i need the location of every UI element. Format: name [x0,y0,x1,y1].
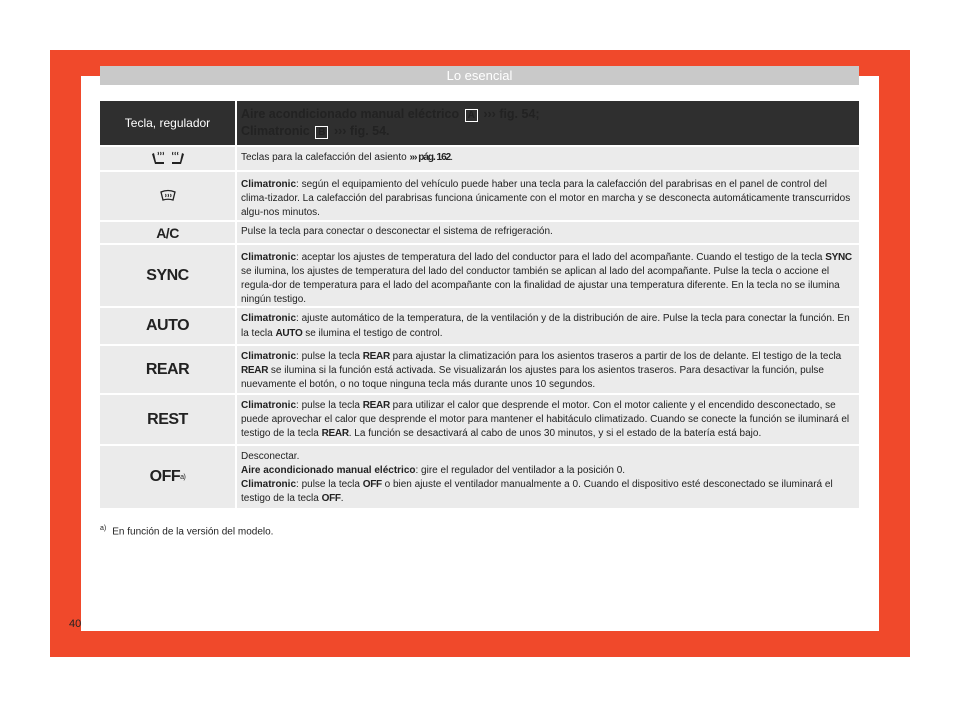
controls-table [100,101,859,510]
seat-heating-key [100,147,237,170]
rear-key: REAR [100,346,237,393]
table-row [100,308,859,344]
row-description: Climatronic: pulse la tecla REAR para utilizar el calor que desprende el motor. Con el motor caliente y el encendido desconectado, se puede aprovechar el calor que desprende el motor para mantener el habitáculo climatizado. Cuando se conecte la función se iluminará el testigo de la tecla REAR. La función se desactivará al cabo de unos 30 minutos, y si el estado de la batería está bajo. [241,400,850,439]
auto-key: AUTO [100,308,237,344]
table-row [100,147,859,170]
row-description: Climatronic: pulse la tecla REAR para ajustar la climatización para los asientos traseros a partir de los de delante. El testigo de la tecla REAR se ilumina si la función está activada. Se visualizarán los ajustes para los asientos traseros. Para desactivar la función, pulse nuevamente el botón, o no toque ninguna tecla más durante unos 10 segundos. [241,351,842,390]
table-header [100,101,859,145]
column-header-key: Tecla, regulador [100,101,237,145]
row-description: Climatronic: ajuste automático de la temperatura, de la ventilación y de la distribución de aire. Pulse la tecla para conectar la función. En la tecla AUTO se ilumina el testigo de control. [241,313,850,339]
row-description: Pulse la tecla para conectar o desconectar el sistema de refrigeración. [241,226,553,237]
page-number: 40 [69,618,82,630]
row-description: Teclas para la calefacción del asiento ››› pág. 162. [241,152,454,163]
ac-key: A/C [100,222,237,243]
table-row [100,346,859,393]
table-row [100,395,859,444]
figure-tag-a: A [465,109,478,122]
off-key: OFF a) [100,446,237,508]
table-row [100,446,859,508]
footnote-ref: a) [180,473,186,481]
column-header-description: Aire acondicionado manual eléctrico A ››› fig. 54; Climatronic B ››› fig. 54. [241,107,540,138]
table-row [100,222,859,243]
rest-key: REST [100,395,237,444]
sync-key: SYNC [100,245,237,306]
figure-tag-b: B [315,126,328,139]
seat-heating-icon [151,151,185,167]
row-description: Climatronic: según el equipamiento del vehículo puede haber una tecla para la calefacción del parabrisas en el panel de control del clima-tizador. La calefacción del parabrisas funciona únicamente con el motor en marcha y se desconecta automáticamente transcurridos algu-nos minutos. [241,179,851,218]
windshield-heating-icon [160,189,176,203]
section-title: Lo esencial [100,66,859,85]
row-description: Desconectar. Aire acondicionado manual eléctrico: gire el regulador del ventilador a la posición 0. Climatronic: pulse la tecla OFF o bien ajuste el ventilador manualmente a 0. Cuando el dispositivo esté desconectado se iluminará el testigo de la tecla OFF. [241,451,833,504]
row-description: Climatronic: aceptar los ajustes de temperatura del lado del conductor para el lado del acompañante. Cuando el testigo de la tecla SYNC se ilumina, los ajustes de temperatura del lado del conductor también se aplican al lado del acompañante. Pulse la tecla o accione el regula-dor de temperatura para el lado del acompañante con la finalidad de ajustar una temperatura diferente. En la tecla no se ilumina ningún testigo. [241,252,852,305]
table-row [100,172,859,220]
footnote: $^{a)}$ En función de la versión del modelo. [100,525,274,538]
windshield-heating-key [100,172,237,220]
table-row [100,245,859,306]
